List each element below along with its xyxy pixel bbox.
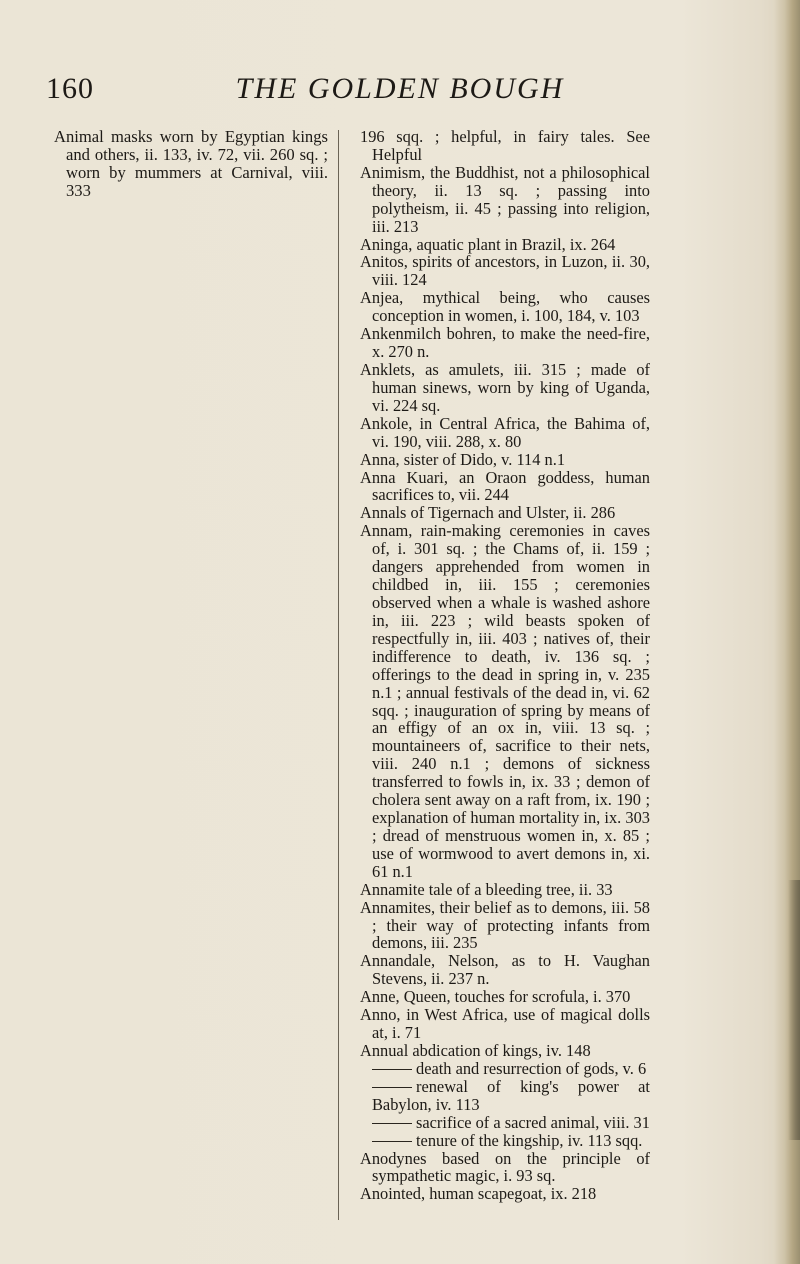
index-entry: Anno, in West Africa, use of magical dolls at, i. 71 xyxy=(360,1005,650,1043)
index-entry: Anklets, as amulets, iii. 315 ; made of human sinews, worn by king of Uganda, vi. 224 sq. xyxy=(360,359,650,415)
page-edge-dark xyxy=(788,880,800,1140)
index-column-right xyxy=(360,128,650,1203)
index-subentry xyxy=(360,1060,650,1078)
index-subentry xyxy=(360,1132,650,1150)
index-subentry-text: tenure of the kingship, iv. 113 sqq. xyxy=(416,1130,643,1150)
running-head: THE GOLDEN BOUGH xyxy=(235,72,565,105)
index-entry: Anna Kuari, an Oraon goddess, human sacrifices to, vii. 244 xyxy=(360,467,650,505)
index-entry: Aninga, aquatic plant in Brazil, ix. 264 xyxy=(360,234,616,254)
index-subentry-text: death and resurrection of gods, v. 6 xyxy=(416,1058,647,1078)
index-entry: Anne, Queen, touches for scrofula, i. 370 xyxy=(360,987,631,1007)
index-entry: Annals of Tigernach and Ulster, ii. 286 xyxy=(360,503,616,523)
index-entry: Annam, rain-making ceremonies in caves of, i. 301 sq. ; the Chams of, ii. 159 ; dangers apprehended from women in childbed in, iii. 155 ; ceremonies observed when a whale is washed ashore in, iii. 223 ; wild beasts spoken of respectfully in, iii. 403 ; natives of, their indifference to death, iv. 136 sq. ; offerings to the dead in spring in, v. 235 n.1 ; annual festivals of the dead in, vi. 62 sqq. ; inauguration of spring by means of an effigy of an ox in, viii. 13 sq. ; mountaineers of, sacrifice to their nets, viii. 240 n.1 ; demons of sickness transferred to fowls in, ix. 33 ; demon of cholera sent away on a raft from, ix. 190 ; explanation of human mortality in, ix. 303 ; dread of menstruous women in, x. 85 ; use of wormwood to avert demons in, xi. 61 n.1 xyxy=(360,521,650,881)
index-entry: Annandale, Nelson, as to H. Vaughan Stevens, ii. 237 n. xyxy=(360,951,650,989)
index-subentry xyxy=(360,1078,650,1114)
index-entry: 196 sqq. ; helpful, in fairy tales. See Helpful xyxy=(360,127,650,164)
index-entry: Animal masks worn by Egyptian kings and others, ii. 133, iv. 72, vii. 260 sq. ; worn by mummers at Carnival, viii. 333 xyxy=(54,127,328,201)
index-subentry-text: sacrifice of a sacred animal, viii. 31 xyxy=(416,1112,650,1132)
column-divider xyxy=(338,130,339,1220)
ditto-dash xyxy=(372,1123,412,1124)
index-entry: Annamite tale of a bleeding tree, ii. 33 xyxy=(360,879,613,899)
index-entry: Anjea, mythical being, who causes conception in women, i. 100, 184, v. 103 xyxy=(360,288,650,326)
index-entry: Annual abdication of kings, iv. 148 xyxy=(360,1041,591,1061)
index-entry: Anointed, human scapegoat, ix. 218 xyxy=(360,1184,597,1204)
ditto-dash xyxy=(372,1141,412,1142)
index-column-left xyxy=(54,128,328,201)
index-entry: Anna, sister of Dido, v. 114 n.1 xyxy=(360,449,566,469)
ditto-dash xyxy=(372,1069,412,1070)
index-entry: Ankole, in Central Africa, the Bahima of, vi. 190, viii. 288, x. 80 xyxy=(360,413,650,451)
index-entry: Animism, the Buddhist, not a philosophical theory, ii. 13 sq. ; passing into polytheism, ii. 45 ; passing into religion, iii. 213 xyxy=(360,162,650,236)
index-entry: Ankenmilch bohren, to make the need-fire, x. 270 n. xyxy=(360,324,650,362)
index-entry: Annamites, their belief as to demons, iii. 58 ; their way of protecting infants from demons, iii. 235 xyxy=(360,897,650,953)
index-entry: Anodynes based on the principle of sympathetic magic, i. 93 sq. xyxy=(360,1148,650,1186)
index-subentry xyxy=(360,1114,650,1132)
page-number: 160 xyxy=(46,72,94,105)
index-entry: Anitos, spirits of ancestors, in Luzon, ii. 30, viii. 124 xyxy=(360,252,650,290)
index-subentry-text: renewal of king's power at Babylon, iv. 113 xyxy=(372,1076,650,1114)
ditto-dash xyxy=(372,1087,412,1088)
